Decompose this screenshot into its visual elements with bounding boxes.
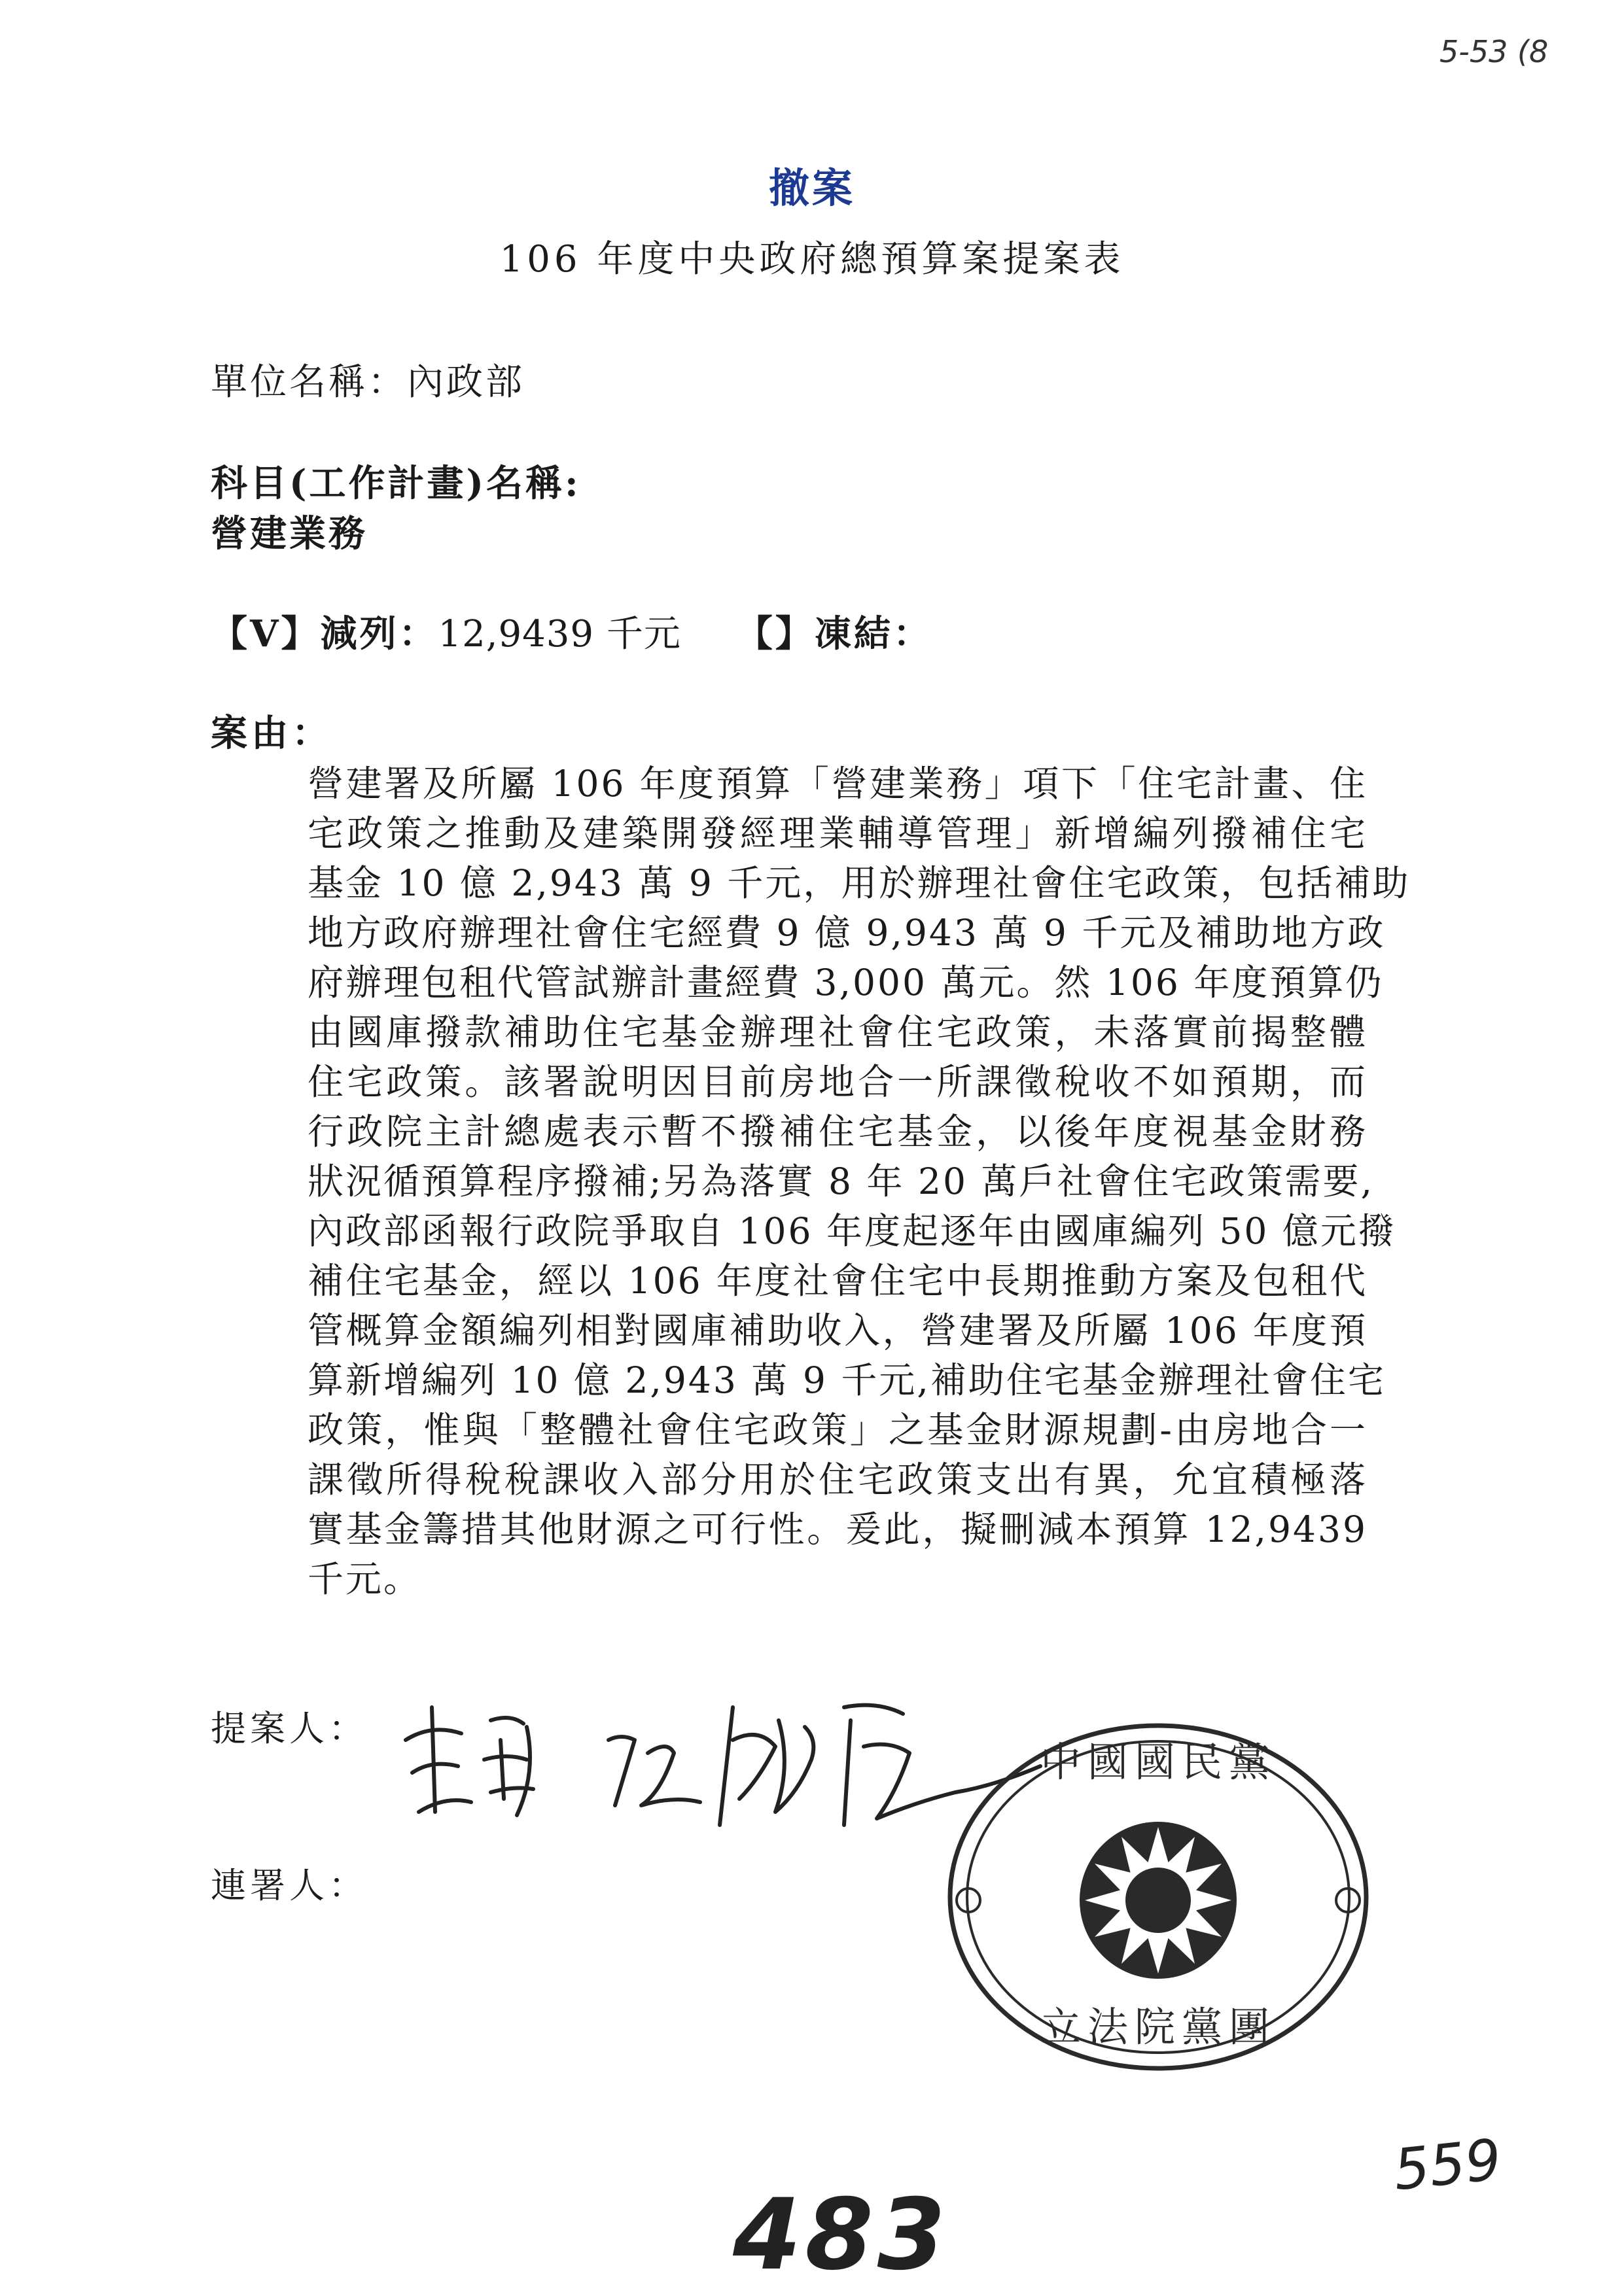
reason-line: 府辦理包租代管試辦計畫經費 3,000 萬元。然 106 年度預算仍	[308, 962, 1384, 1003]
reason-line: 實基金籌措其他財源之可行性。爰此，擬刪減本預算 12,9439	[308, 1508, 1368, 1550]
reason-line: 政策，惟與「整體社會住宅政策」之基金財源規劃-由房地合一	[308, 1409, 1368, 1451]
subject-label: 科目(工作計畫)名稱:	[211, 462, 581, 505]
reason-line: 補住宅基金，經以 106 年度社會住宅中長期推動方案及包租代	[308, 1260, 1368, 1302]
reason-line: 算新增編列 10 億 2,943 萬 9 千元,補助住宅基金辦理社會住宅	[308, 1359, 1386, 1401]
corner-handwritten-note: 5-53 (8	[1439, 34, 1549, 69]
sun-core-icon	[1125, 1868, 1191, 1933]
reason-line: 營建署及所屬 106 年度預算「營建業務」項下「住宅計畫、住	[308, 763, 1368, 805]
reduce-amount: 12,9439 千元	[438, 613, 681, 655]
reason-line: 基金 10 億 2,943 萬 9 千元，用於辦理社會住宅政策，包括補助	[308, 862, 1411, 904]
proposer-label: 提案人：	[211, 1708, 368, 1749]
reason-line: 管概算金額編列相對國庫補助收入，營建署及所屬 106 年度預	[308, 1310, 1368, 1351]
party-emblem-icon	[1080, 1822, 1237, 1979]
page-number: 483	[733, 2178, 950, 2292]
freeze-label: 凍結：	[814, 612, 932, 655]
seal-top-text: 中國國民黨	[1040, 1738, 1277, 1786]
reason-line: 內政部函報行政院爭取自 106 年度起逐年由國庫編列 50 億元撥	[308, 1210, 1396, 1252]
reason-line: 千元。	[308, 1558, 422, 1600]
reason-line: 由國庫撥款補助住宅基金辦理社會住宅政策，未落實前揭整體	[308, 1011, 1368, 1053]
party-caucus-seal	[942, 1714, 1374, 2080]
reduce-label: 減列：	[320, 612, 438, 655]
reduce-checkbox-mark: 【V】	[211, 612, 321, 655]
unit-name-field	[211, 353, 525, 406]
handwritten-side-number: 559	[1390, 2127, 1504, 2204]
document-title: 106 年度中央政府總預算案提案表	[499, 238, 1125, 281]
action-line	[211, 605, 932, 657]
reason-line: 住宅政策。該署說明因目前房地合一所課徵稅收不如預期，而	[308, 1061, 1368, 1103]
cosigner-label: 連署人：	[211, 1865, 368, 1906]
reason-body	[308, 759, 1411, 1604]
reason-line: 宅政策之推動及建築開發經理業輔導管理」新增編列撥補住宅	[308, 812, 1368, 854]
seal-bottom-text: 立法院黨團	[1040, 2003, 1277, 2051]
withdrawn-stamp: 撤案	[768, 164, 855, 212]
subject-value: 營建業務	[211, 512, 368, 555]
reason-line: 狀況循預算程序撥補;另為落實 8 年 20 萬戶社會住宅政策需要,	[308, 1160, 1374, 1202]
reason-line: 行政院主計總處表示暫不撥補住宅基金，以後年度視基金財務	[308, 1111, 1368, 1153]
freeze-checkbox-mark: 【】	[735, 612, 815, 655]
reason-line: 地方政府辦理社會住宅經費 9 億 9,943 萬 9 千元及補助地方政	[308, 912, 1386, 954]
reason-line: 課徵所得稅稅課收入部分用於住宅政策支出有異，允宜積極落	[308, 1459, 1368, 1501]
unit-name-value: 內政部	[407, 361, 525, 404]
unit-name-label: 單位名稱：	[211, 361, 407, 404]
reason-label: 案由：	[211, 712, 332, 755]
